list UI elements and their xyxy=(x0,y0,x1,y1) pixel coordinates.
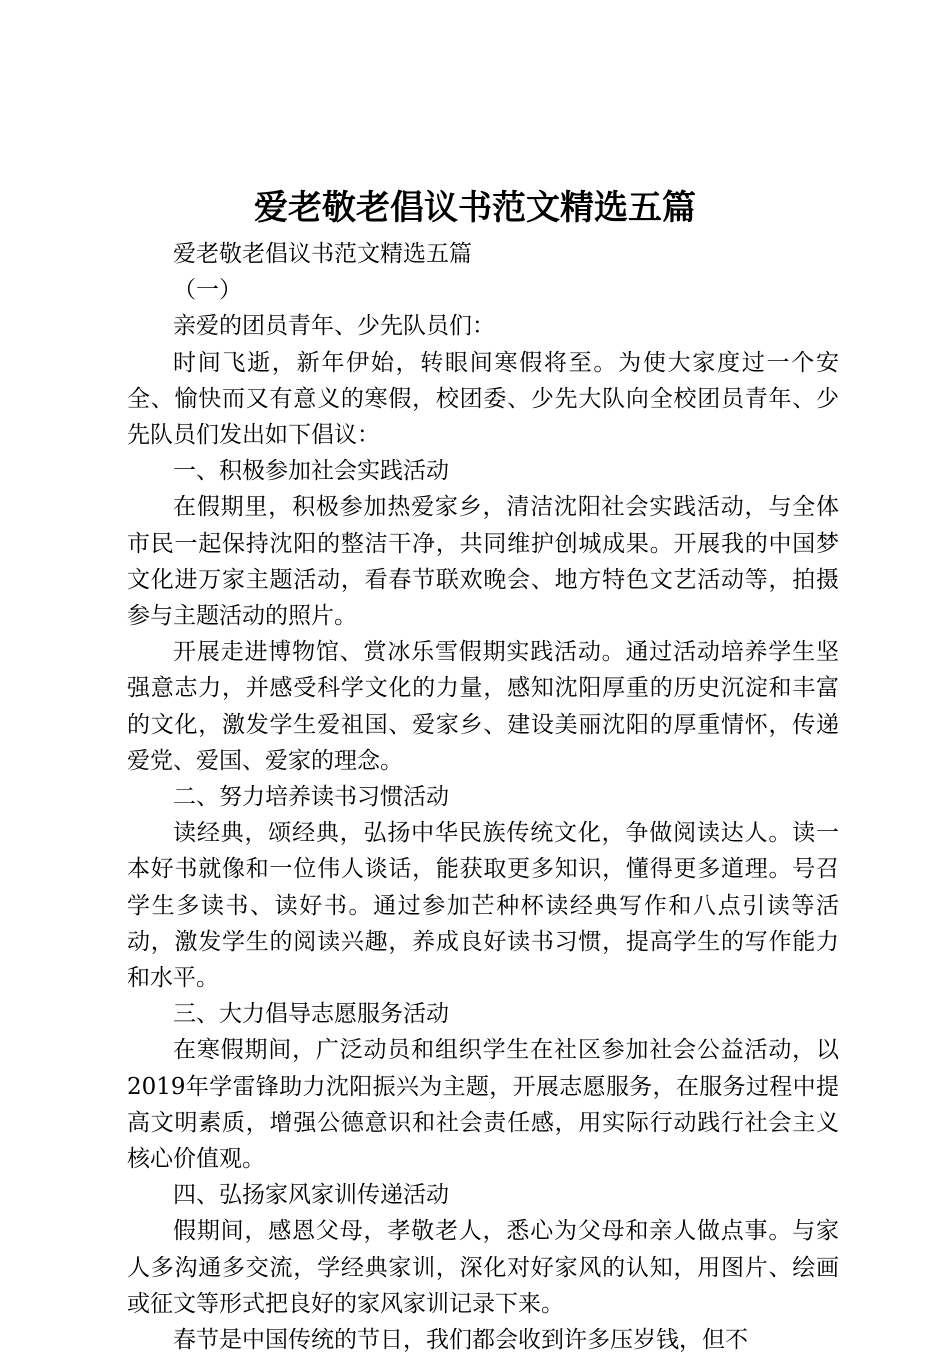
paragraph-family: 假期间，感恩父母，孝敬老人，悉心为父母和亲人做点事。与家人多沟通多交流，学经典家训，深化对好家风的认知，用图片、绘画或征文等形式把良好的家风家训记录下来。 xyxy=(127,1218,839,1317)
heading-volunteer: 三、大力倡导志愿服务活动 xyxy=(173,1001,449,1028)
paragraph-spring-festival: 春节是中国传统的节日，我们都会收到许多压岁钱，但不 xyxy=(173,1327,748,1354)
heading-family: 四、弘扬家风家训传递活动 xyxy=(173,1182,449,1209)
paragraph-volunteer: 在寒假期间，广泛动员和组织学生在社区参加社会公益活动，以2019年学雷锋助力沈阳振兴为主题，开展志愿服务，在服务过程中提高文明素质，增强公德意识和社会责任感，用实际行动践行社会主义核心价值观。 xyxy=(127,1037,839,1173)
document-body xyxy=(127,236,839,1358)
paragraph-social-practice: 在假期里，积极参加热爱家乡，清洁沈阳社会实践活动，与全体市民一起保持沈阳的整洁干净，共同维护创城成果。开展我的中国梦文化进万家主题活动，看春节联欢晚会、地方特色文艺活动等，拍摄参与主题活动的照片。 xyxy=(127,494,839,630)
paragraph-reading: 读经典，颂经典，弘扬中华民族传统文化，争做阅读达人。读一本好书就像和一位伟人谈话，能获取更多知识，懂得更多道理。号召学生多读书、读好书。通过参加芒种杯读经典写作和八点引读等活动，激发学生的阅读兴趣，养成良好读书习惯，提高学生的写作能力和水平。 xyxy=(127,820,839,992)
subtitle-paragraph: 爱老敬老倡议书范文精选五篇 xyxy=(173,241,472,267)
section-number: （一） xyxy=(173,277,242,304)
salutation: 亲爱的团员青年、少先队员们： xyxy=(173,313,495,340)
heading-reading: 二、努力培养读书习惯活动 xyxy=(173,784,449,811)
document-title: 爱老敬老倡议书范文精选五篇 xyxy=(254,188,696,228)
paragraph-museum: 开展走进博物馆、赏冰乐雪假期实践活动。通过活动培养学生坚强意志力，并感受科学文化的力量，感知沈阳厚重的历史沉淀和丰富的文化，激发学生爱祖国、爱家乡、建设美丽沈阳的厚重情怀，传递爱党、爱国、爱家的理念。 xyxy=(127,639,839,774)
heading-social-practice: 一、积极参加社会实践活动 xyxy=(173,458,449,485)
intro-paragraph: 时间飞逝，新年伊始，转眼间寒假将至。为使大家度过一个安全、愉快而又有意义的寒假，校团委、少先大队向全校团员青年、少先队员们发出如下倡议： xyxy=(127,349,839,449)
